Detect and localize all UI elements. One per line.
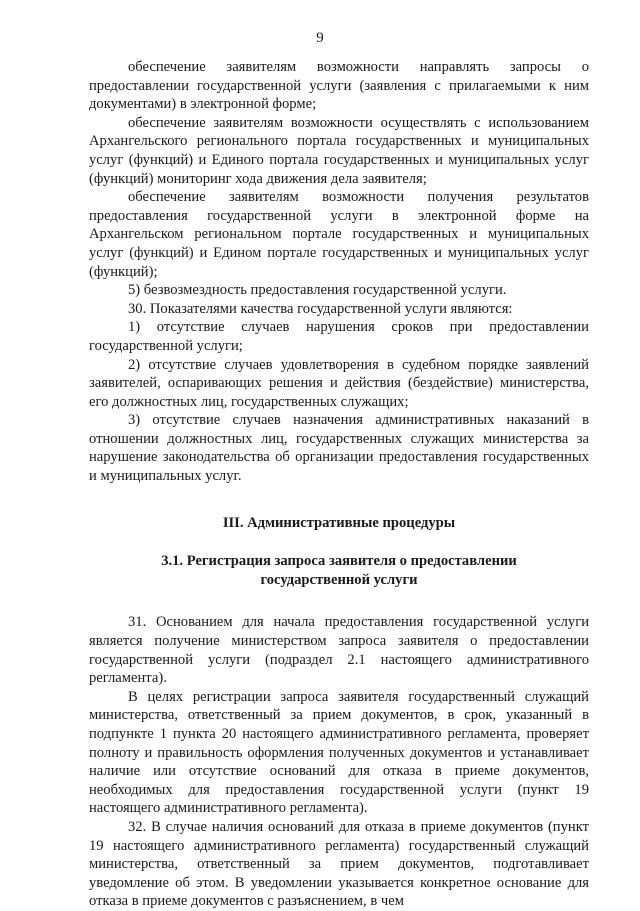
- paragraph: 30. Показателями качества государственной услуги являются:: [128, 300, 513, 317]
- paragraph: 31. Основанием для начала предоставления государственной услуги является получение министерством запроса заявителя о предоставлении государственной услуги (подраздел 2.1 настоящего административного регламента).: [89, 614, 589, 687]
- paragraph: обеспечение заявителям возможности направлять запросы о предоставлении государственной услуги (заявления с прилагаемыми к ним документами) в электронной форме;: [89, 59, 589, 113]
- paragraph: 1) отсутствие случаев нарушения сроков при предоставлении государственной услуги;: [89, 319, 589, 354]
- paragraph: обеспечение заявителям возможности получения результатов предоставления государственной услуги в электронной форме на Архангельском региональном портале государственных и муниципальных услуг (функций) и Едином портале государственных и муниципальных услуг (функций);: [89, 189, 589, 280]
- paragraph: 2) отсутствие случаев удовлетворения в судебном порядке заявлений заявителей, оспаривающих решения и действия (бездействие) министерства, его должностных лиц, государственных служащих;: [89, 356, 589, 410]
- paragraph: 3) отсутствие случаев назначения административных наказаний в отношении должностных лиц, государственных служащих министерства за нарушение законодательства об организации предоставления государственных и муниципальных услуг.: [89, 412, 589, 485]
- document-body: [89, 58, 589, 911]
- paragraph: В целях регистрации запроса заявителя государственный служащий министерства, ответственный за прием документов, в срок, указанный в подпункте 1 пункта 20 настоящего административного регламента, проверяет полноту и правильность оформления полученных документов и устанавливает наличие или отсутствие оснований для отказа в приеме документов, необходимых для предоставления государственной услуги (пункт 19 настоящего административного регламента).: [89, 688, 589, 817]
- spacer: [89, 589, 589, 613]
- page-number: 9: [316, 30, 324, 46]
- paragraph: 5) безвозмездность предоставления государственной услуги.: [128, 282, 507, 299]
- paragraph: 32. В случае наличия оснований для отказа в приеме документов (пункт 19 настоящего административного регламента) государственный служащий министерства, ответственный за прием документов, подготавливает уведомление об этом. В уведомлении указывается конкретное основание для отказа в приеме документов с разъяснением, в чем: [89, 818, 589, 910]
- subsection-heading: 3.1. Регистрация запроса заявителя о предоставлении государственной услуги: [161, 553, 517, 588]
- paragraph: обеспечение заявителям возможности осуществлять с использованием Архангельского регионального портала государственных и муниципальных услуг (функций) и Единого портала государственных и муниципальных услуг (функций) мониторинг хода движения дела заявителя;: [89, 114, 589, 187]
- section-heading: III. Административные процедуры: [222, 514, 456, 531]
